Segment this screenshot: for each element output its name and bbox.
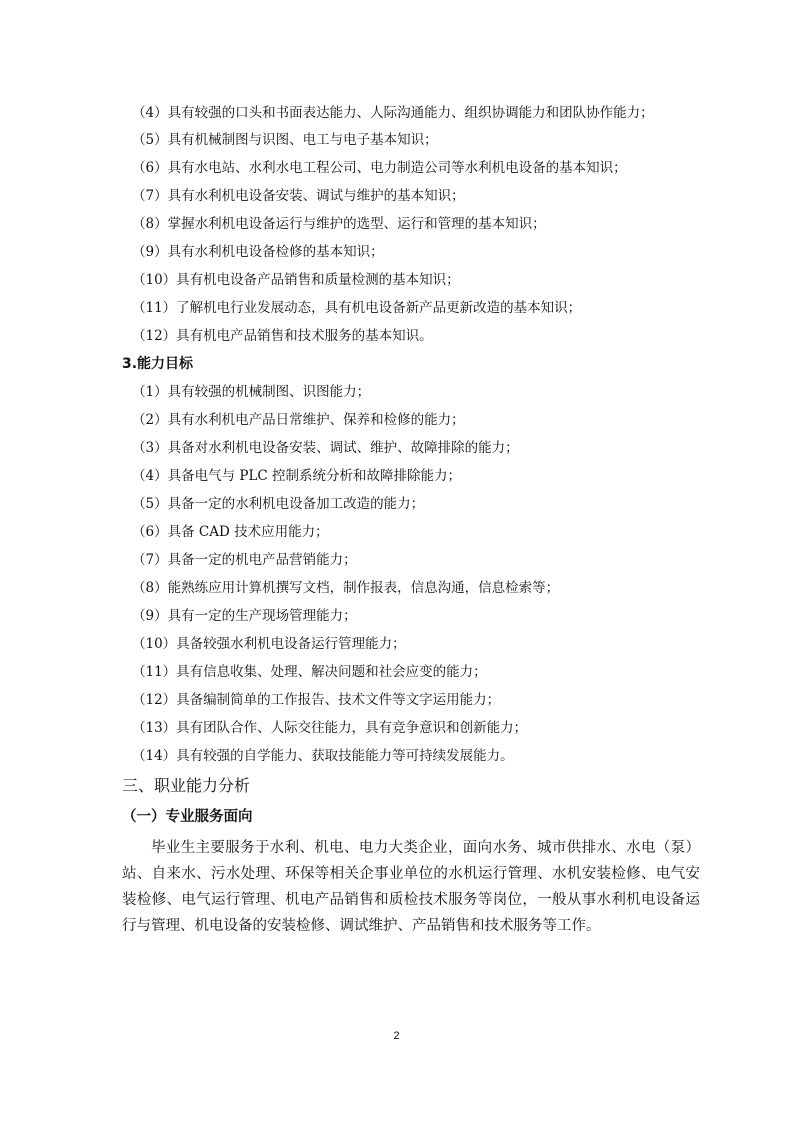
knowledge-item-7: （7）具有水利机电设备安装、调试与维护的基本知识； xyxy=(132,188,465,204)
section-heading: 三、职业能力分析 xyxy=(122,776,251,795)
ability-item-1: （1）具有较强的机械制图、识图能力； xyxy=(132,384,371,400)
ability-item-11: （11）具有信息收集、处理、解决问题和社会应变的能力； xyxy=(132,664,487,680)
ability-item-2: （2）具有水利机电产品日常维护、保养和检修的能力； xyxy=(132,412,465,428)
ability-item-3: （3）具备对水利机电设备安装、调试、维护、故障排除的能力； xyxy=(132,440,519,456)
knowledge-item-10: （10）具有机电设备产品销售和质量检测的基本知识； xyxy=(132,272,460,288)
ability-item-4: （4）具备电气与 PLC 控制系统分析和故障排除能力； xyxy=(132,468,462,484)
knowledge-item-11: （11）了解机电行业发展动态，具有机电设备新产品更新改造的基本知识； xyxy=(132,300,582,316)
ability-item-5: （5）具备一定的水利机电设备加工改造的能力； xyxy=(132,496,425,512)
ability-item-12: （12）具备编制简单的工作报告、技术文件等文字运用能力； xyxy=(132,692,501,708)
ability-item-13: （13）具有团队合作、人际交往能力，具有竞争意识和创新能力； xyxy=(132,720,528,736)
ability-item-9: （9）具有一定的生产现场管理能力； xyxy=(132,608,357,624)
knowledge-item-4: （4）具有较强的口头和书面表达能力、人际沟通能力、组织协调能力和团队协作能力； xyxy=(132,105,654,121)
knowledge-item-12: （12）具有机电产品销售和技术服务的基本知识。 xyxy=(132,328,433,344)
ability-item-10: （10）具备较强水利机电设备运行管理能力； xyxy=(132,636,406,652)
knowledge-item-9: （9）具有水利机电设备检修的基本知识； xyxy=(132,244,384,260)
ability-item-14: （14）具有较强的自学能力、获取技能能力等可持续发展能力。 xyxy=(132,748,514,764)
ability-item-8: （8）能熟练应用计算机撰写文档，制作报表，信息沟通，信息检索等； xyxy=(132,580,560,596)
knowledge-item-5: （5）具有机械制图与识图、电工与电子基本知识； xyxy=(132,132,438,148)
page-number: 2 xyxy=(393,1030,400,1042)
knowledge-item-8: （8）掌握水利机电设备运行与维护的选型、运行和管理的基本知识； xyxy=(132,216,546,232)
knowledge-item-6: （6）具有水电站、水利水电工程公司、电力制造公司等水利机电设备的基本知识； xyxy=(132,160,627,176)
subsection-heading: （一）专业服务面向 xyxy=(122,809,253,825)
ability-item-7: （7）具备一定的机电产品营销能力； xyxy=(132,552,357,568)
ability-item-6: （6）具备 CAD 技术应用能力； xyxy=(132,524,329,540)
service-paragraph: 毕业生主要服务于水利、机电、电力大类企业，面向水务、城市供排水、水电（泵）站、自来水、污水处理、环保等相关企事业单位的水机运行管理、水机安装检修、电气安装检修、电气运行管理、机电产品销售和质检技术服务等岗位，一般从事水利机电设备运行与管理、机电设备的安装检修、调试维护、产品销售和技术服务等工作。 xyxy=(122,840,700,934)
ability-heading: 3.能力目标 xyxy=(122,356,194,372)
